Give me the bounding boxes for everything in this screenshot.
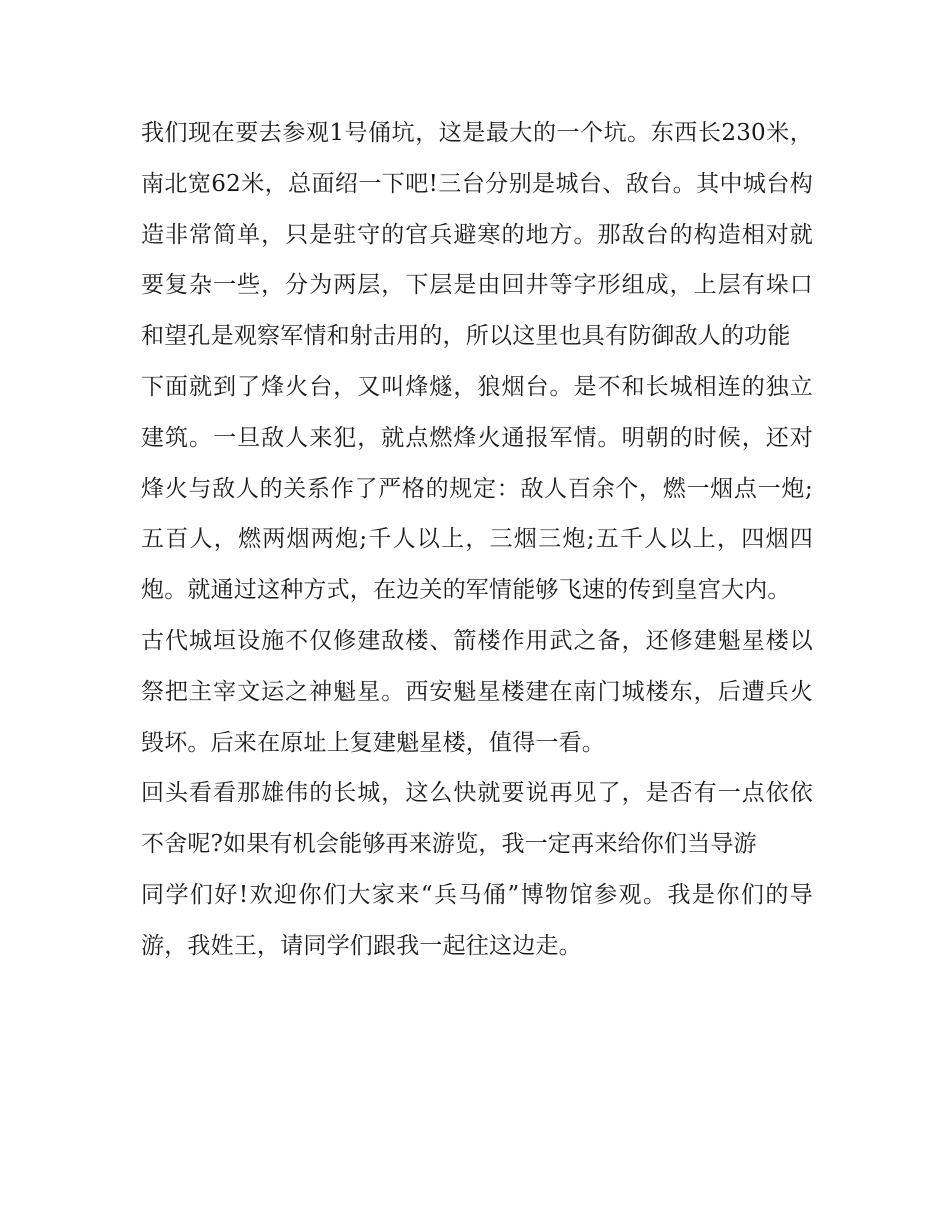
paragraph-terracotta-pit-and-great-wall-towers: 我们现在要去参观1号俑坑，这是最大的一个坑。东西长230米，南北宽62米，总面绍一下吧!三台分别是城台、敌台。其中城台构造非常简单，只是驻守的官兵避寒的地方。那敌台的构造相对就要复杂一些，分为两层，下层是由回井等字形组成，上层有垛口和望孔是观察军情和射击用的，所以这里也具有防御敌人的功能 xyxy=(141,120,813,350)
paragraph-kuixing-tower: 古代城垣设施不仅修建敌楼、箭楼作用武之备，还修建魁星楼以祭把主宰文运之神魁星。西安魁星楼建在南门城楼东，后遭兵火毁坏。后来在原址上复建魁星楼，值得一看。 xyxy=(141,627,813,756)
paragraph-farewell: 回头看看那雄伟的长城，这么快就要说再见了，是否有一点依依不舍呢?如果有机会能够再来游览，我一定再来给你们当导游 xyxy=(141,780,813,858)
document-body xyxy=(141,108,813,972)
paragraph-beacon-tower: 下面就到了烽火台，又叫烽燧，狼烟台。是不和长城相连的独立建筑。一旦敌人来犯，就点燃烽火通报军情。明朝的时候，还对烽火与敌人的关系作了严格的规定：敌人百余个，燃一烟点一炮;五百人，燃两烟两炮;千人以上，三烟三炮;五千人以上，四烟四炮。就通过这种方式，在边关的军情能够飞速的传到皇宫大内。 xyxy=(141,373,813,604)
paragraph-museum-welcome: 同学们好!欢迎你们大家来“兵马俑”博物馆参观。我是你们的导游，我姓王，请同学们跟我一起往这边走。 xyxy=(141,881,813,959)
